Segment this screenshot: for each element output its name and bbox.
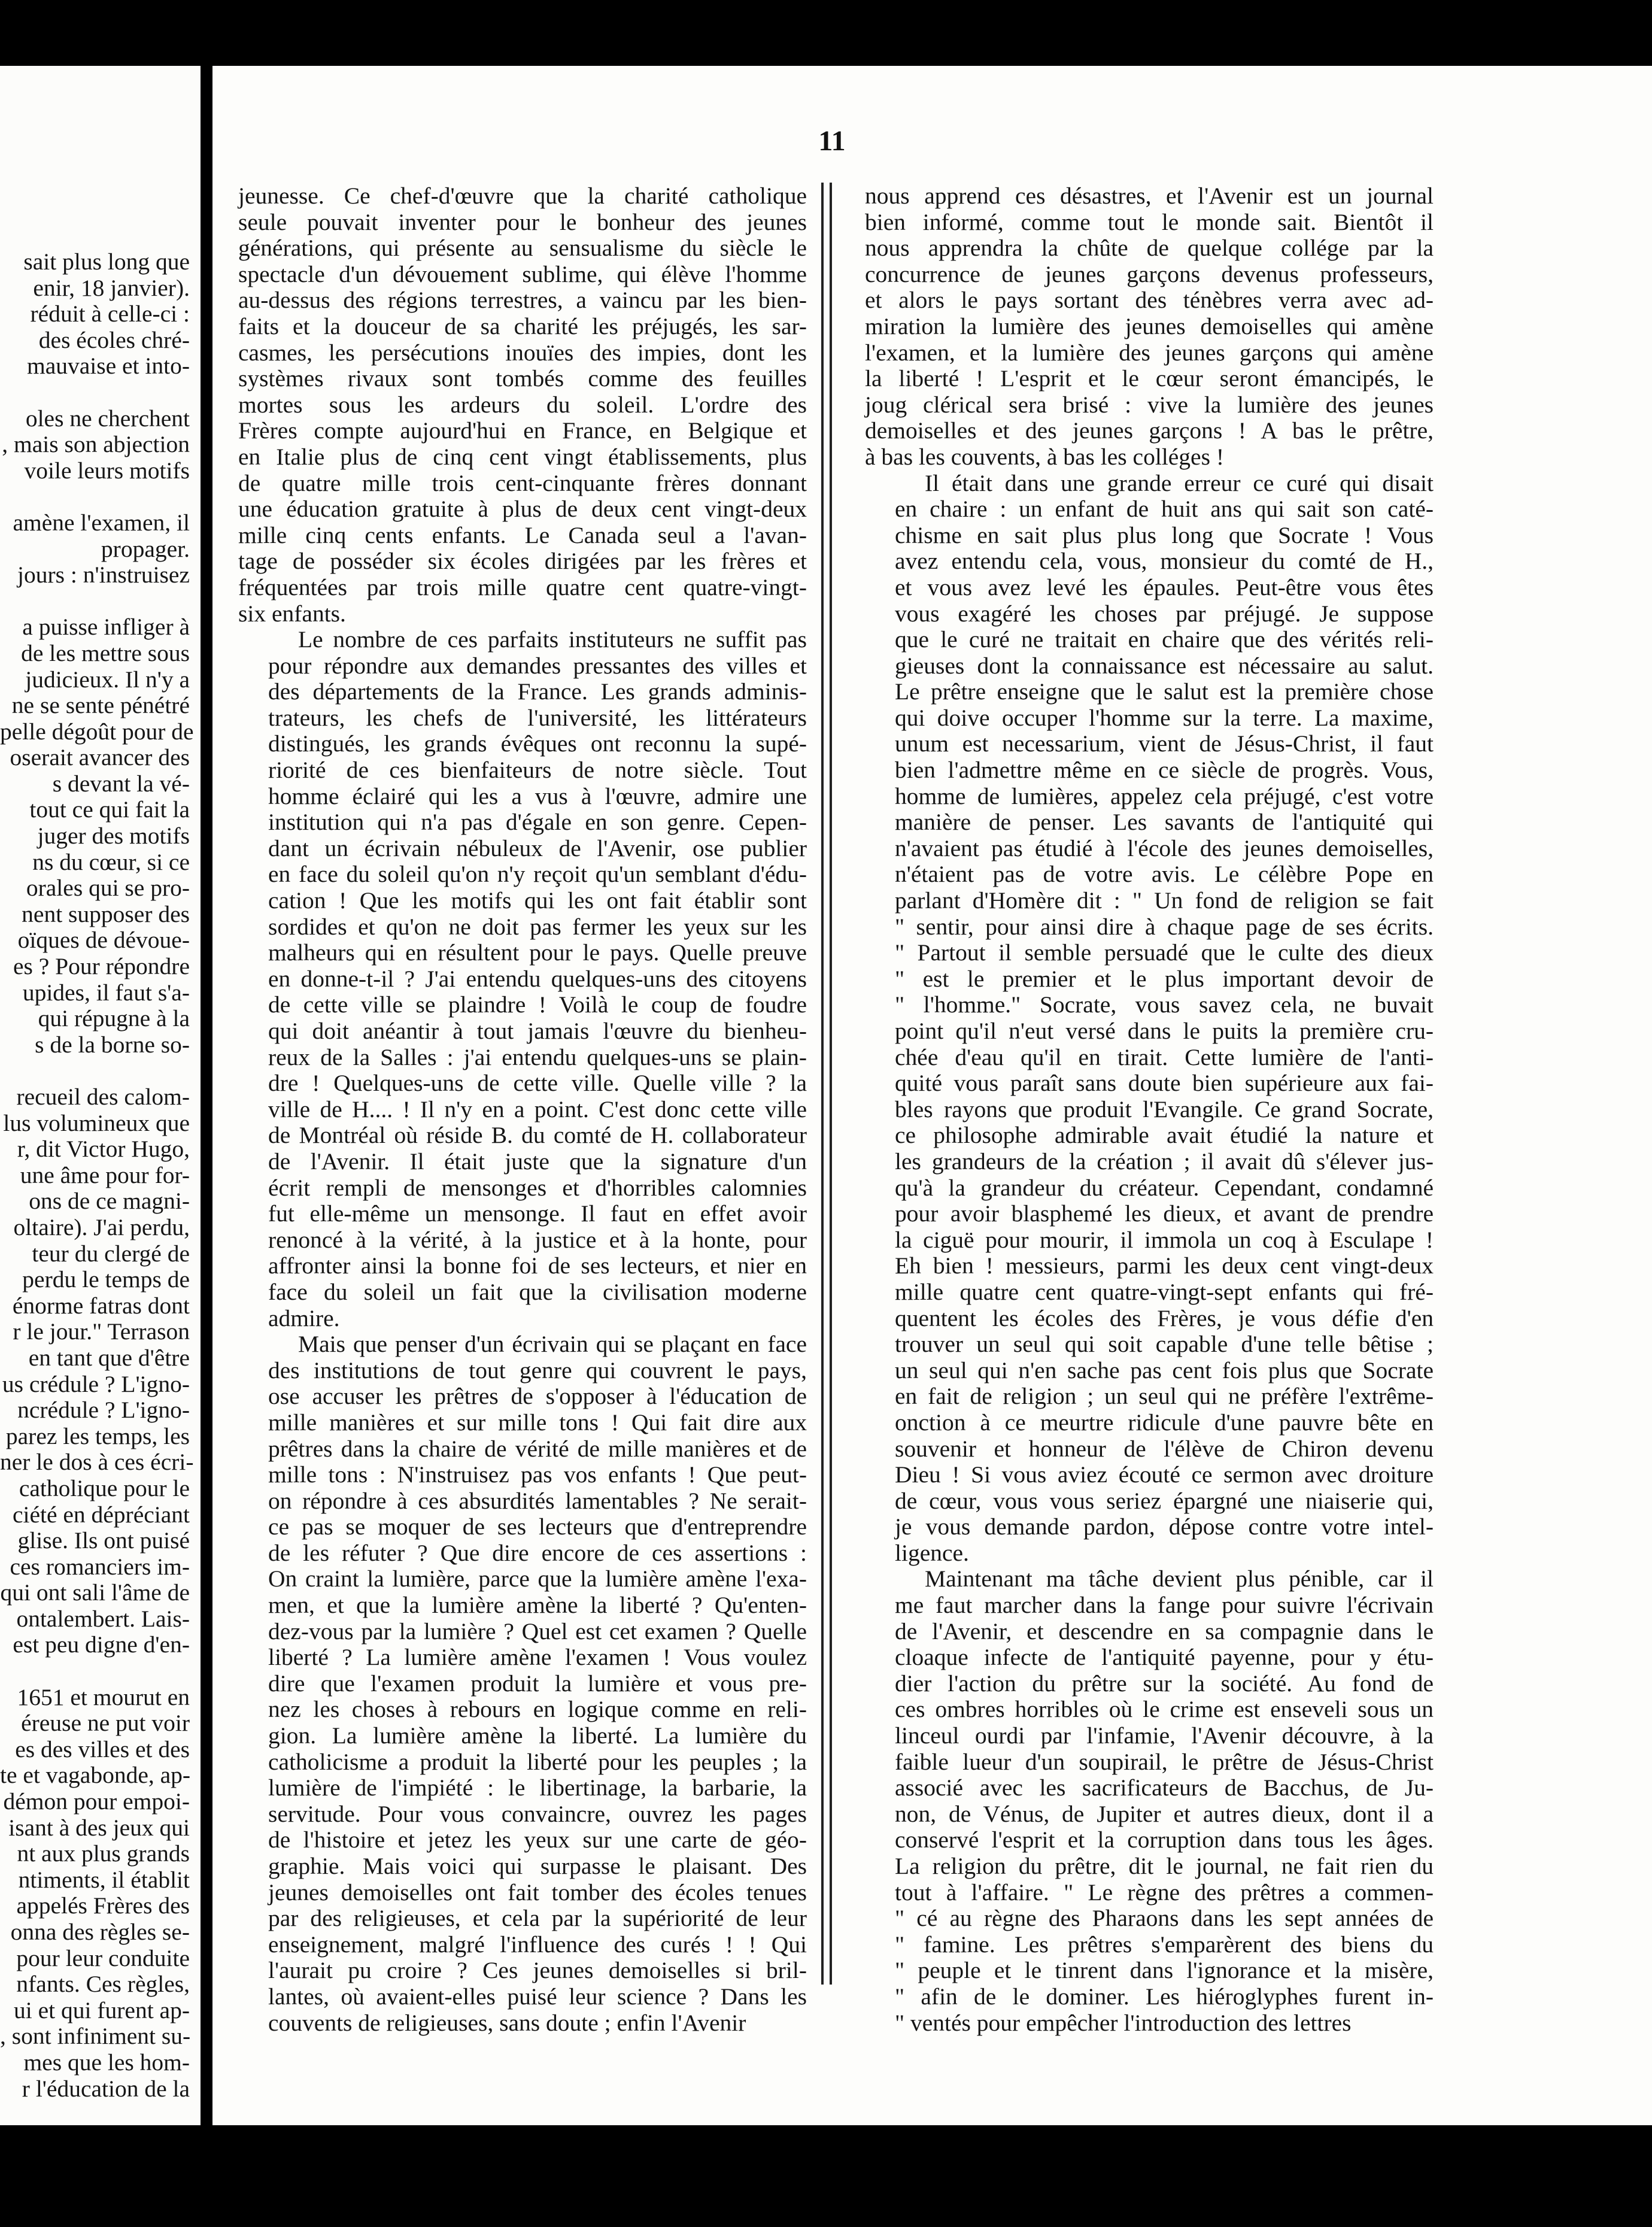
text-line: catholique pour le	[19, 1474, 190, 1501]
text-line: " cé au règne des Pharaons dans les sept années de	[895, 1905, 1434, 1932]
text-line: institution qui n'a pas d'égale en son genre. Cepen-	[268, 809, 807, 836]
text-line: conservé l'esprit et la corruption dans tous les âges.	[895, 1826, 1434, 1853]
text-line: ce philosophe admirable avait étudié la nature et	[895, 1122, 1434, 1149]
text-line: casmes, les persécutions inouïes des impies, dont les	[238, 339, 807, 366]
text-line: linceul ourdi par l'infamie, l'Avenir découvre, à la	[895, 1722, 1434, 1749]
text-line: jeunes demoiselles ont fait tomber des écoles tenues	[268, 1879, 807, 1906]
text-line: de Montréal où réside B. du comté de H. collaborateur	[268, 1122, 807, 1149]
text-line: voile leurs motifs	[24, 457, 190, 484]
text-line: te et vagabonde, ap-	[0, 1762, 191, 1789]
text-line: ligence.	[895, 1539, 969, 1566]
text-line: une âme pour for-	[20, 1161, 190, 1188]
paragraph	[238, 183, 807, 627]
text-line: distingués, les grands évêques ont reconnu la supé-	[268, 730, 807, 757]
text-line: n'étaient pas de votre avis. Le célèbre Pope en	[895, 861, 1434, 888]
text-line: qui doit anéantir à tout jamais l'œuvre du bienheu-	[268, 1018, 807, 1044]
text-line: jeunesse. Ce chef-d'œuvre que la charité catholique	[238, 183, 807, 209]
text-line: nfants. Ces règles,	[16, 1971, 190, 1998]
column-middle	[238, 183, 807, 2036]
text-line: parez les temps, les	[5, 1422, 190, 1449]
text-line: l'aurait pu croire ? Ces jeunes demoiselles si bril-	[268, 1957, 807, 1984]
previous-page-column	[0, 249, 201, 2102]
text-line: sordides et qu'on ne doit pas fermer les yeux sur les	[268, 913, 807, 940]
text-line: dire que l'examen produit la lumière et vous pre-	[268, 1670, 807, 1697]
text-line: us crédule ? L'igno-	[2, 1370, 190, 1397]
text-line: homme éclairé qui les a vus à l'œuvre, admire une	[268, 782, 807, 809]
text-line: dant un écrivain nébuleux de l'Avenir, ose publier	[268, 835, 807, 861]
text-line: Frères compte aujourd'hui en France, en Belgique et	[238, 417, 807, 444]
text-line: onna des règles se-	[10, 1919, 190, 1945]
text-line: nous apprendra la chûte de quelque collége par la	[865, 235, 1434, 262]
text-line: par des religieuses, et cela par la supériorité de leur	[268, 1905, 807, 1932]
text-line: servitude. Pour vous convaincre, ouvrez les pages	[268, 1800, 807, 1827]
text-line: point qu'il n'eut versé dans le puits la première cru-	[895, 1018, 1434, 1044]
text-line: s devant la vé-	[52, 770, 190, 797]
text-line: ose accuser les prêtres de s'opposer à l'éducation de	[268, 1383, 807, 1410]
text-line: générations, qui présente au sensualisme du siècle le	[238, 235, 807, 262]
text-line: riorité de ces bienfaiteurs de notre siècle. Tout	[268, 757, 807, 784]
text-line: est peu digne d'en-	[13, 1631, 190, 1658]
text-line: la ciguë pour mourir, il immola un coq à Esculape !	[895, 1226, 1434, 1253]
text-line: ces ombres horribles où le crime est enseveli sous un	[895, 1696, 1434, 1723]
text-line: orales qui se pro-	[26, 875, 190, 902]
text-line: malheurs qui en résultent pour le pays. Quelle preuve	[268, 939, 807, 966]
text-line: graphie. Mais voici qui surpasse le plaisant. Des	[268, 1853, 807, 1879]
text-line: de cœur, vous vous seriez épargné une niaiserie qui,	[895, 1487, 1434, 1514]
text-line: es ? Pour répondre	[13, 953, 190, 980]
previous-page-fragment	[0, 66, 201, 2125]
text-line: ui et qui furent ap-	[14, 1997, 190, 2023]
text-line: écrit rempli de mensonges et d'horribles calomnies	[268, 1174, 807, 1201]
text-line: l'examen, et la lumière des jeunes garçons qui amène	[865, 339, 1434, 366]
text-line: catholicisme a produit la liberté pour les peuples ; la	[268, 1748, 807, 1775]
text-line: fréquentées par trois mille quatre cent quatre-vingt-	[238, 574, 807, 600]
text-line: couvents de religieuses, sans doute ; enfin l'Avenir	[268, 2009, 746, 2036]
text-line: mortes sous les ardeurs du soleil. L'ordre des	[238, 391, 807, 418]
text-line: manière de penser. Les savants de l'antiquité qui	[895, 809, 1434, 836]
text-line: me faut marcher dans la fange pour suivre l'écrivain	[895, 1592, 1434, 1619]
text-line: teur du clergé de	[32, 1240, 190, 1267]
text-line: tout à l'affaire. " Le règne des prêtres a commen-	[895, 1879, 1434, 1906]
blank-line	[0, 588, 201, 615]
blank-line	[0, 484, 201, 510]
text-line: " afin de le dominer. Les hiéroglyphes furent in-	[895, 1983, 1434, 2010]
text-line: de les réfuter ? Que dire encore de ces assertions :	[268, 1539, 807, 1566]
text-line: la liberté ! L'esprit et le cœur seront émancipés, le	[865, 365, 1434, 392]
text-line: joug clérical sera brisé : vive la lumière des jeunes	[865, 391, 1434, 418]
text-line: systèmes rivaux sont tombés comme des feuilles	[238, 365, 807, 392]
text-line: réduit à celle-ci :	[30, 301, 190, 327]
text-line: une éducation gratuite à plus de deux cent vingt-deux	[238, 496, 807, 523]
text-line: en fait de religion ; un seul qui ne préfère l'extrême-	[895, 1383, 1434, 1410]
text-line: glise. Ils ont puisé	[17, 1527, 190, 1554]
text-line: nent supposer des	[22, 900, 190, 927]
text-line: " l'homme." Socrate, vous savez cela, ne buvait	[895, 991, 1434, 1018]
text-line: un seul qui n'en sache pas cent fois plus que Socrate	[895, 1357, 1434, 1383]
text-line: bien l'admettre même en ce siècle de progrès. Vous,	[895, 757, 1434, 784]
text-line: trateurs, les chefs de l'université, les littérateurs	[268, 704, 807, 731]
text-line: r le jour." Terrason	[13, 1318, 190, 1345]
text-line: renoncé à la vérité, à la justice et à la honte, pour	[268, 1226, 807, 1253]
text-line: en face du soleil qu'on n'y reçoit qu'un semblant d'édu-	[268, 861, 807, 888]
text-line: homme de lumières, appelez cela préjugé, c'est votre	[895, 782, 1434, 809]
text-line: mille cinq cents enfants. Le Canada seul a l'avan-	[238, 521, 807, 548]
text-line: Mais que penser d'un écrivain qui se plaçant en face	[298, 1331, 807, 1358]
text-line: en tant que d'être	[28, 1344, 190, 1371]
text-line: " famine. Les prêtres s'emparèrent des biens du	[895, 1931, 1434, 1958]
text-line: onction à ce meurtre ridicule d'une pauvre bête en	[895, 1409, 1434, 1436]
text-line: reux de la Salles : j'ai entendu quelques-uns se plain-	[268, 1043, 807, 1070]
text-line: non, de Vénus, de Jupiter et autres dieux, dont il a	[895, 1800, 1434, 1827]
text-line: juger des motifs	[37, 823, 190, 849]
text-line: lus volumineux que	[3, 1109, 190, 1136]
text-line: concurrence de jeunes garçons devenus professeurs,	[865, 260, 1434, 287]
blank-line	[0, 380, 201, 406]
text-line: Le prêtre enseigne que le salut est la première chose	[895, 678, 1434, 705]
text-line: faible lueur d'un soupirail, le prêtre de Jésus-Christ	[895, 1748, 1434, 1775]
text-line: ner le dos à ces écri-	[0, 1449, 194, 1476]
text-line: oserait avancer des	[10, 744, 190, 771]
text-line: qui doive occuper l'homme sur la terre. La maxime,	[895, 704, 1434, 731]
text-line: et alors le pays sortant des ténèbres verra avec ad-	[865, 287, 1434, 314]
text-line: ne se sente pénétré	[11, 692, 190, 719]
text-line: chisme en sait plus plus long que Socrate ! Vous	[895, 521, 1434, 548]
text-line: upides, il faut s'a-	[22, 979, 190, 1006]
text-line: gion. La lumière amène la liberté. La lumière du	[268, 1722, 807, 1749]
text-line: 1651 et mourut en	[17, 1683, 190, 1710]
text-line: pelle dégoût pour de	[0, 718, 194, 745]
text-line: parlant d'Homère dit : " Un fond de religion se fait	[895, 887, 1434, 914]
text-line: amène l'examen, il	[13, 509, 190, 536]
text-line: pour avoir blasphemé les dieux, et avant de prendre	[895, 1200, 1434, 1227]
text-line: dre ! Quelques-uns de cette ville. Quelle ville ? la	[268, 1070, 807, 1097]
column-rule-right	[830, 183, 832, 1985]
text-line: fut elle-même un mensonge. Il faut en effet avoir	[268, 1200, 807, 1227]
text-line: n'avaient pas étudié à l'école des jeunes demoiselles,	[895, 835, 1434, 861]
text-line: mille quatre cent quatre-vingt-sept enfants qui fré-	[895, 1278, 1434, 1305]
text-line: qui répugne à la	[38, 1005, 190, 1032]
text-line: face du soleil un fait que la civilisation moderne	[268, 1278, 807, 1305]
paragraph	[865, 1566, 1434, 2036]
text-line: gieuses dont la connaissance est nécessaire au salut.	[895, 652, 1434, 679]
text-line: admire.	[268, 1304, 340, 1331]
text-line: miration la lumière des jeunes demoiselles qui amène	[865, 312, 1434, 339]
text-line: au-dessus des régions terrestres, a vaincu par les bien-	[238, 287, 807, 314]
text-line: r, dit Victor Hugo,	[17, 1136, 190, 1163]
text-line: en chaire : un enfant de huit ans qui sait son caté-	[895, 496, 1434, 523]
column-rule-left	[821, 183, 824, 1985]
text-line: pour répondre aux demandes pressantes des villes et	[268, 652, 807, 679]
text-line: spectacle d'un dévouement sublime, qui élève l'homme	[238, 260, 807, 287]
text-line: pour leur conduite	[16, 1944, 190, 1971]
text-line: trouver un seul qui soit capable d'une telle bêtise ;	[895, 1331, 1434, 1358]
text-line: perdu le temps de	[22, 1266, 190, 1293]
text-line: " Partout il semble persuadé que le culte des dieux	[895, 939, 1434, 966]
text-line: faits et la douceur de sa charité les préjugés, les sar-	[238, 312, 807, 339]
text-line: tage de posséder six écoles dirigées par les frères et	[238, 548, 807, 575]
text-line: qu'à la grandeur du créateur. Cependant, condamné	[895, 1174, 1434, 1201]
text-line: de quatre mille trois cent-cinquante frères donnant	[238, 469, 807, 496]
text-line: nt aux plus grands	[17, 1840, 190, 1867]
text-line: mes que les hom-	[23, 2049, 190, 2076]
text-line: s de la borne so-	[35, 1031, 190, 1058]
text-line: nous apprend ces désastres, et l'Avenir est un journal	[865, 183, 1434, 209]
text-line: quentent les écoles des Frères, je vous défie d'en	[895, 1304, 1434, 1331]
text-line: tout ce qui fait la	[29, 796, 190, 823]
text-line: des institutions de tout genre qui couvrent le pays,	[268, 1357, 807, 1383]
text-line: ncrédule ? L'igno-	[17, 1397, 190, 1424]
text-line: Le nombre de ces parfaits instituteurs ne suffit pas	[298, 626, 807, 653]
text-line: , sont infiniment su-	[0, 2023, 191, 2050]
text-line: liberté ? La lumière amène l'examen ! Vous voulez	[268, 1644, 807, 1671]
text-line: enseignement, malgré l'influence des curés ! ! Qui	[268, 1931, 807, 1958]
text-line: de l'Avenir, et descendre en sa compagnie dans le	[895, 1618, 1434, 1645]
text-line: ciété en dépréciant	[12, 1501, 190, 1528]
text-line: souvenir et honneur de l'élève de Chiron devenu	[895, 1435, 1434, 1462]
text-line: appelés Frères des	[16, 1892, 190, 1919]
column-right	[865, 183, 1434, 2036]
text-line: des départements de la France. Les grands adminis-	[268, 678, 807, 705]
text-line: dier l'action du prêtre sur la société. Au fond de	[895, 1670, 1434, 1697]
text-line: ns du cœur, si ce	[32, 848, 190, 875]
text-line: que le curé ne traitait en chaire que des vérités reli-	[895, 626, 1434, 653]
text-line: ons de ce magni-	[29, 1188, 190, 1215]
text-line: " sentir, pour ainsi dire à chaque page de ses écrits.	[895, 913, 1434, 940]
text-line: seule pouvait inventer pour le bonheur des jeunes	[238, 208, 807, 235]
text-line: éreuse ne put voir	[21, 1710, 190, 1737]
text-line: mille manières et sur mille tons ! Qui fait dire aux	[268, 1409, 807, 1436]
text-line: affronter ainsi la bonne foi de ses lecteurs, et nier en	[268, 1252, 807, 1279]
text-line: six enfants.	[238, 600, 346, 627]
text-line: propager.	[101, 535, 190, 562]
text-line: bien informé, comme tout le monde sait. Bientôt il	[865, 208, 1434, 235]
text-line: les grandeurs de la création ; il avait dû s'élever jus-	[895, 1148, 1434, 1175]
text-line: associé avec les sacrificateurs de Bacchus, de Ju-	[895, 1774, 1434, 1801]
text-line: qui ont sali l'âme de	[0, 1579, 190, 1606]
text-line: enir, 18 janvier).	[33, 274, 190, 301]
text-line: isant à des jeux qui	[8, 1814, 190, 1841]
text-line: démon pour empoi-	[3, 1788, 190, 1815]
text-line: unum est necessarium, vient de Jésus-Christ, il faut	[895, 730, 1434, 757]
text-line: chée d'eau qu'il en tirait. Cette lumière de l'anti-	[895, 1043, 1434, 1070]
text-line: " peuple et le tinrent dans l'ignorance et la misère,	[895, 1957, 1434, 1984]
text-line: lumière de l'impiété : le libertinage, la barbarie, la	[268, 1774, 807, 1801]
text-line: des écoles chré-	[38, 326, 190, 353]
text-line: en Italie plus de cinq cent vingt établissements, plus	[238, 443, 807, 470]
text-line: oltaire). J'ai perdu,	[13, 1213, 190, 1240]
text-line: , mais son abjection	[2, 431, 190, 458]
text-line: sait plus long que	[23, 249, 190, 275]
text-line: je vous demande pardon, dépose contre votre intel-	[895, 1513, 1434, 1540]
text-line: ville de H.... ! Il n'y en a point. C'est donc cette ville	[268, 1096, 807, 1122]
text-line: oïques de dévoue-	[17, 927, 190, 954]
text-line: r l'éducation de la	[22, 2075, 190, 2102]
text-line: On craint la lumière, parce que la lumière amène l'exa-	[268, 1565, 807, 1592]
text-line: recueil des calom-	[16, 1084, 190, 1110]
text-line: mauvaise et into-	[26, 353, 190, 380]
text-line: " est le premier et le plus important devoir de	[895, 965, 1434, 992]
text-line: demoiselles et des jeunes garçons ! A bas le prêtre,	[865, 417, 1434, 444]
text-line: bles rayons que produit l'Evangile. Ce grand Socrate,	[895, 1096, 1434, 1122]
text-line: ntiments, il établit	[18, 1866, 190, 1893]
text-line: Dieu ! Si vous aviez écouté ce sermon avec droiture	[895, 1461, 1434, 1488]
text-line: cloaque infecte de l'antiquité payenne, pour y étu-	[895, 1644, 1434, 1671]
text-line: " ventés pour empêcher l'introduction des lettres	[895, 2009, 1352, 2036]
text-line: ce pas se moquer de ses lecteurs que d'entreprendre	[268, 1513, 807, 1540]
text-line: men, et que la lumière amène la liberté ? Qu'enten-	[268, 1592, 807, 1619]
text-line: dez-vous par la lumière ? Quel est cet examen ? Quelle	[268, 1618, 807, 1645]
page-number: 11	[818, 125, 846, 157]
text-line: de cette ville se plaindre ! Voilà le coup de foudre	[268, 991, 807, 1018]
paragraph	[238, 627, 807, 1331]
paragraph	[865, 471, 1434, 1567]
text-line: prêtres dans la chaire de vérité de mille manières et de	[268, 1435, 807, 1462]
text-line: en donne-t-il ? J'ai entendu quelques-uns des citoyens	[268, 965, 807, 992]
text-line: a puisse infliger à	[22, 614, 190, 641]
text-line: de les mettre sous	[21, 639, 190, 666]
paragraph	[238, 1331, 807, 2036]
text-line: de l'Avenir. Il était juste que la signature d'un	[268, 1148, 807, 1175]
text-line: judicieux. Il n'y a	[25, 666, 190, 693]
text-line: jours : n'instruisez	[17, 562, 190, 588]
text-line: Maintenant ma tâche devient plus pénible, car il	[925, 1565, 1434, 1592]
text-line: énorme fatras dont	[12, 1292, 190, 1319]
text-line: ces romanciers im-	[10, 1553, 190, 1580]
text-line: cation ! Que les motifs qui les ont fait établir sont	[268, 887, 807, 914]
text-line: ontalembert. Lais-	[16, 1605, 190, 1632]
text-line: lantes, où avaient-elles puisé leur science ? Dans les	[268, 1983, 807, 2010]
text-line: oles ne cherchent	[25, 405, 190, 432]
text-line: La religion du prêtre, dit le journal, ne fait rien du	[895, 1853, 1434, 1879]
text-line: à bas les couvents, à bas les colléges !	[865, 443, 1224, 470]
paragraph	[865, 183, 1434, 471]
text-line: avez entendu cela, vous, monsieur du comté de H.,	[895, 548, 1434, 575]
text-line: et vous avez levé les épaules. Peut-être vous êtes	[895, 574, 1434, 600]
text-line: on répondre à ces absurdités lamentables ? Ne serait-	[268, 1487, 807, 1514]
text-line: es des villes et des	[15, 1736, 190, 1762]
text-line: mille tons : N'instruisez pas vos enfants ! Que peut-	[268, 1461, 807, 1488]
text-line: quité vous paraît sans doute bien supérieure aux fai-	[895, 1070, 1434, 1097]
text-line: nez les choses à rebours en logique comme en reli-	[268, 1696, 807, 1723]
text-line: vous exagéré les choses par préjugé. Je suppose	[895, 600, 1434, 627]
text-line: de l'histoire et jetez les yeux sur une carte de géo-	[268, 1826, 807, 1853]
text-line: Eh bien ! messieurs, parmi les deux cent vingt-deux	[895, 1252, 1434, 1279]
text-line: Il était dans une grande erreur ce curé qui disait	[925, 469, 1434, 496]
blank-line	[0, 1058, 201, 1084]
blank-line	[0, 1658, 201, 1685]
